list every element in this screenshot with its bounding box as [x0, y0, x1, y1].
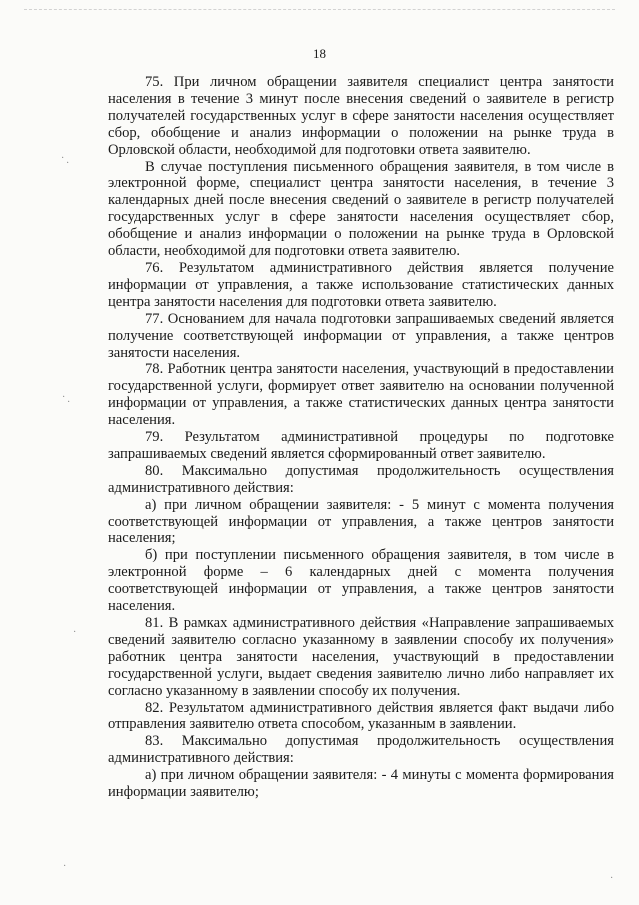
scan-speck: ·	[66, 158, 70, 169]
scan-speck: ·	[610, 873, 614, 884]
paragraph-79: 79. Результатом административной процедуры по подготовке запрашиваемых сведений является сформированный ответ заявителю.	[108, 429, 614, 462]
paragraph-75-written-request: В случае поступления письменного обращения заявителя, в том числе в электронной форме, специалист центра занятости населения, в течение 3 календарных дней после внесения сведений о заявителе в регистр получателей государственных услуг в сфере занятости населения осуществляет сбор, обобщение и анализ информации о положении на рынке труда в Орловской области, необходимой для подготовки ответа заявителю.	[108, 158, 614, 260]
paragraph-83-a: а) при личном обращении заявителя: - 4 минуты с момента формирования информации заявителю;	[108, 767, 614, 801]
scan-edge	[24, 9, 615, 10]
paragraph-81: 81. В рамках административного действия «Направление запрашиваемых сведений заявителю согласно указанному в заявлении способу их получения» работник центра занятости населения, участвующий в предоставлении государственной услуги, выдает сведения заявителю лично либо направляет их согласно указанному в заявлении способу их получения.	[108, 615, 614, 699]
scan-speck: ·	[62, 392, 66, 403]
paragraph-80: 80. Максимально допустимая продолжительность осуществления административного действия:	[108, 462, 614, 496]
paragraph-80-b: б) при поступлении письменного обращения заявителя, в том числе в электронной форме – 6 календарных дней с момента получения соответствующей информации от управления, а также центров занятости населения.	[108, 547, 614, 615]
paragraph-78: 78. Работник центра занятости населения, участвующий в предоставлении государственной услуги, формирует ответ заявителю на основании полученной информации от управления, а также статистических данных центра занятости населения.	[108, 361, 614, 429]
paragraph-82: 82. Результатом административного действия является факт выдачи либо отправления заявителю ответа способом, указанным в заявлении.	[108, 699, 614, 733]
paragraph-75: 75. При личном обращении заявителя специалист центра занятости населения в течение 3 минут после внесения сведений о заявителе в регистр получателей государственных услуг в сфере занятости населения осуществляет сбор, обобщение и анализ информации о положении на рынке труда в Орловской области, необходимой для подготовки ответа заявителю.	[108, 74, 614, 158]
page-number: 18	[313, 46, 326, 61]
paragraph-76: 76. Результатом административного действия является получение информации от управления, а также использование статистических данных центра занятости населения для подготовки ответа заявителю.	[108, 259, 614, 310]
paragraph-77: 77. Основанием для начала подготовки запрашиваемых сведений является получение соответствующей информации от управления, а также центров занятости населения.	[108, 310, 614, 361]
paragraph-83: 83. Максимально допустимая продолжительность осуществления административного действия:	[108, 733, 614, 767]
scan-speck: ·	[61, 153, 65, 164]
paragraph-80-a: а) при личном обращении заявителя: - 5 минут с момента получения соответствующей информации от управления, а также центров занятости населения;	[108, 496, 614, 547]
scan-speck: ·	[63, 861, 67, 872]
scan-speck: ·	[67, 397, 71, 408]
scan-speck: ·	[73, 627, 77, 638]
document-body	[108, 74, 614, 801]
